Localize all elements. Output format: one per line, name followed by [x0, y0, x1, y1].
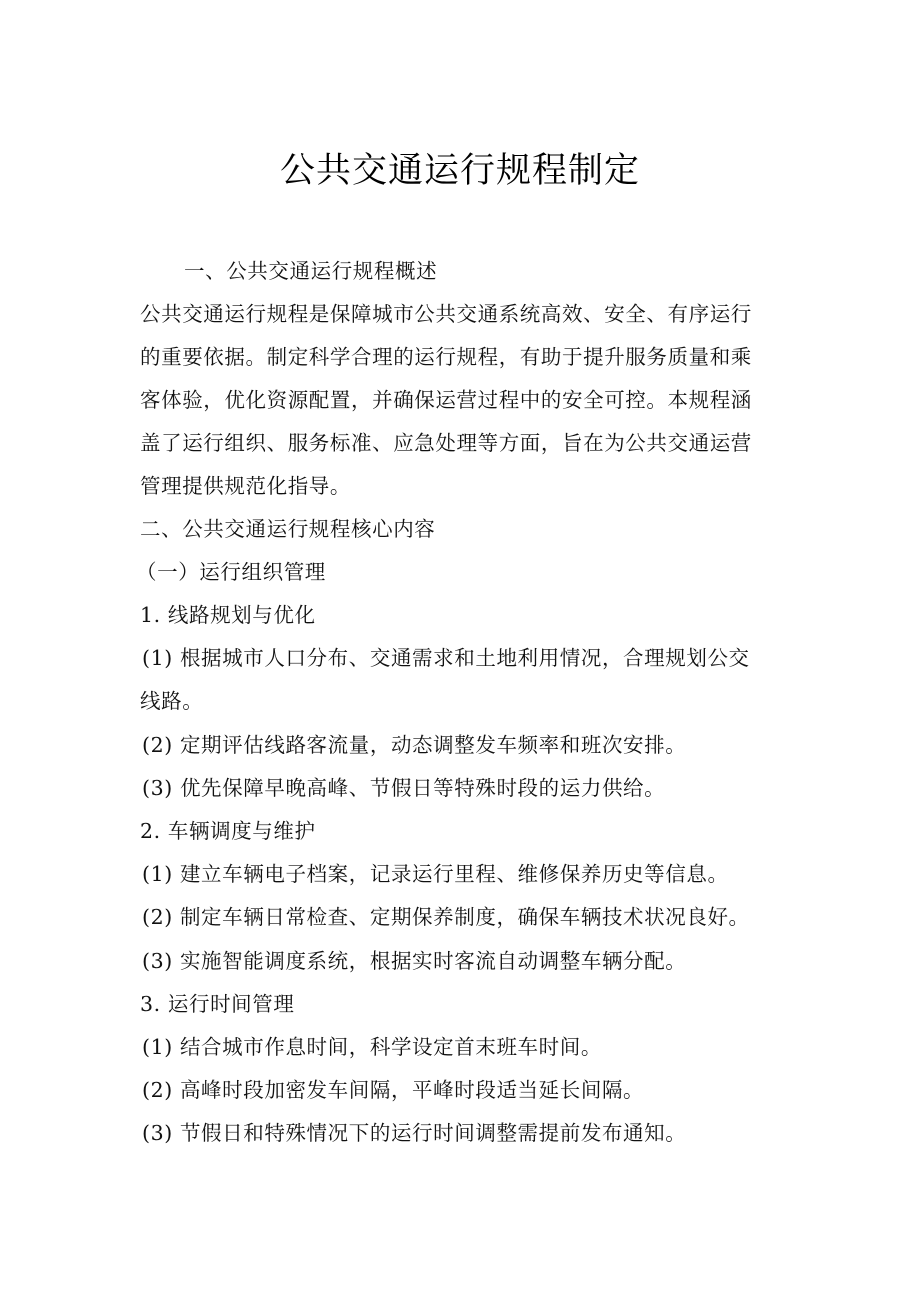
paragraph-line: 盖了运行组织、服务标准、应急处理等方面，旨在为公共交通运营: [140, 431, 752, 455]
list-item: (1) 建立车辆电子档案，记录运行里程、维修保养历史等信息。: [142, 862, 729, 886]
section-heading-core-content: 二、公共交通运行规程核心内容: [140, 517, 436, 541]
list-item: (1) 根据城市人口分布、交通需求和土地利用情况，合理规划公交: [142, 646, 750, 670]
item-heading-route-planning: 1. 线路规划与优化: [140, 603, 316, 627]
paragraph-line: 管理提供规范化指导。: [140, 474, 351, 498]
list-item: (3) 实施智能调度系统，根据实时客流自动调整车辆分配。: [142, 949, 687, 973]
list-item: (2) 制定车辆日常检查、定期保养制度，确保车辆技术状况良好。: [142, 905, 750, 929]
paragraph-line: 公共交通运行规程是保障城市公共交通系统高效、安全、有序运行: [140, 302, 752, 326]
item-heading-operating-hours: 3. 运行时间管理: [140, 992, 295, 1016]
document-title: 公共交通运行规程制定: [279, 151, 640, 191]
list-item: (3) 优先保障早晚高峰、节假日等特殊时段的运力供给。: [142, 776, 666, 800]
paragraph-line: 客体验，优化资源配置，并确保运营过程中的安全可控。本规程涵: [140, 388, 752, 412]
list-item-continuation: 线路。: [140, 689, 204, 713]
list-item: (3) 节假日和特殊情况下的运行时间调整需提前发布通知。: [142, 1121, 687, 1145]
list-item: (1) 结合城市作息时间，科学设定首末班车时间。: [142, 1035, 602, 1059]
list-item: (2) 定期评估线路客流量，动态调整发车频率和班次安排。: [142, 733, 687, 757]
subsection-heading-operation-organization: （一）运行组织管理: [136, 560, 326, 584]
item-heading-vehicle-dispatch: 2. 车辆调度与维护: [140, 819, 316, 843]
paragraph-line: 的重要依据。制定科学合理的运行规程，有助于提升服务质量和乘: [140, 345, 752, 369]
section-heading-overview: 一、公共交通运行规程概述: [184, 259, 438, 283]
list-item: (2) 高峰时段加密发车间隔，平峰时段适当延长间隔。: [142, 1078, 645, 1102]
